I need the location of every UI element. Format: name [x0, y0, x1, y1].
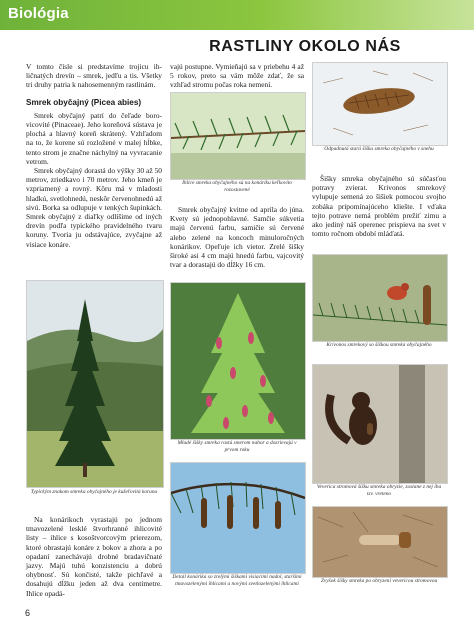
paragraph: Na konárikoch vyrastajú po jednom tmavozelené lesklé štvorhranné ihlicovité listy – ihlice s kosoštvorcovým prierezom, ktoré obrastajú konáre z bokov a zhora a po opadaní zanechávajú drobné bradavičnaté jazvy. Majú tuhú konzistenciu a dobrú ohybnosť. Sú končisté, takže pichľavé a dosahujú dĺžku jeden až dva centimetre. Ihlice opadá-: [26, 515, 162, 598]
article-title: RASTLINY OKOLO NÁS: [209, 38, 401, 55]
branch-needles-photo: [170, 92, 306, 180]
caption: Ihlice smreka obyčajného sú na konáriku keľkovito rozostavené: [182, 180, 292, 193]
squirrel-photo: [312, 364, 448, 484]
page-number: 6: [25, 608, 31, 618]
intro-paragraph: V tomto čísle si predstavíme trojicu ihličnatých drevín – smrek, jedľu a tis. Všetky tri druhy patria k nahosemenným rastlinám.: [26, 62, 162, 90]
section-heading: Smrek obyčajný (Picea abies): [26, 97, 142, 107]
hanging-cones-photo: [170, 462, 306, 574]
column-2-top-text: [170, 62, 304, 90]
paragraph: vajú postupne. Vymieňajú sa v priebehu 4 až 5 rokov, preto sa vám môže zdať, že sa vzhľad stromu počas roka nemení.: [170, 62, 304, 90]
caption: Detail konárika so zrelými šiškami visiacimi nadol, staršími tmavozelenými ihlicami a novými svetlozelenými ihlicami: [172, 574, 302, 587]
crossbill-bird-photo: [312, 254, 448, 342]
column-2-mid-text: [170, 205, 304, 269]
paragraph: Šišky smreka obyčajného sú súčasťou potravy zvierat. Krivonos smrekový vylupuje semená zo šišiek pomocou svojho zobáka pripomínajúceho kliešte. I vďaka tejto potrave nemá problém prežiť zimu a ako jediný náš operenec prispieva na svet v tomto ročnom období mláďatá.: [312, 174, 446, 239]
paragraph: Smrek obyčajný kvitne od apríla do júna. Kvety sú jednopohlavné. Samčie súkvetia majú červenú farbu, samičie sú červené alebo zelené na koncoch minuloročných konárikov. Opeľuje ich vietor. Zrelé šišky široké asi 4 cm majú hnedú farbu, vajcovitý tvar a dorastajú do dĺžky 16 cm.: [170, 205, 304, 270]
caption: Typickým znakom smreka obyčajného je kužeľovitá koruna: [30, 489, 158, 495]
caption: Veverica stromová šišku smreka obryzie, zostane z nej iba tzv. vreteno: [316, 484, 442, 497]
cone-in-snow-photo: [312, 62, 448, 146]
caption: Zvyšok šišky smreka po obryzení vevericou stromovou: [320, 578, 438, 584]
column-1-text: [26, 62, 162, 249]
young-cones-photo: [170, 282, 306, 440]
spruce-tree-photo: [26, 280, 164, 488]
subject-label: Biológia: [8, 5, 69, 22]
caption: Krivonos smrekový so šiškou smreka obyčajného: [326, 342, 432, 348]
paragraph: Smrek obyčajný dorastá do výšky 30 až 50 metrov, zriedkavo i 70 metrov. Jeho kmeň je vzpriamený a rovný. Kôru má v mladosti hladkú, svetlohnedú, neskôr červenohnedú až sivú. Borka sa odlupuje v tenkých šupinkách. Smrek obyčajný z diaľky odlíšime od iných drevín podľa typického pravidelného tvaru koruny. Tvoria ju odstávajúce, zvyčajne až visiace konáre.: [26, 166, 162, 249]
paragraph: Smrek obyčajný patrí do čeľade borovicovité (Pinaceae). Jeho koreňová sústava je plochá a hlavný koreň skrátený. Vzhľadom na to, že korene sú rozložené v malej hĺbke, tento strom je značne náchylný na vyvracanie vetrom.: [26, 110, 162, 166]
caption: Mladé šišky smreka rastú smerom nahor a dozrievajú v prvom roku: [177, 440, 297, 453]
column-1-bottom-text: [26, 515, 162, 598]
subject-header-bar: [0, 0, 474, 30]
column-3-text: [312, 174, 446, 238]
gnawed-cone-photo: [312, 506, 448, 578]
caption: Odpadnutá stará šiška smreka obyčajného v snehu: [324, 146, 434, 152]
